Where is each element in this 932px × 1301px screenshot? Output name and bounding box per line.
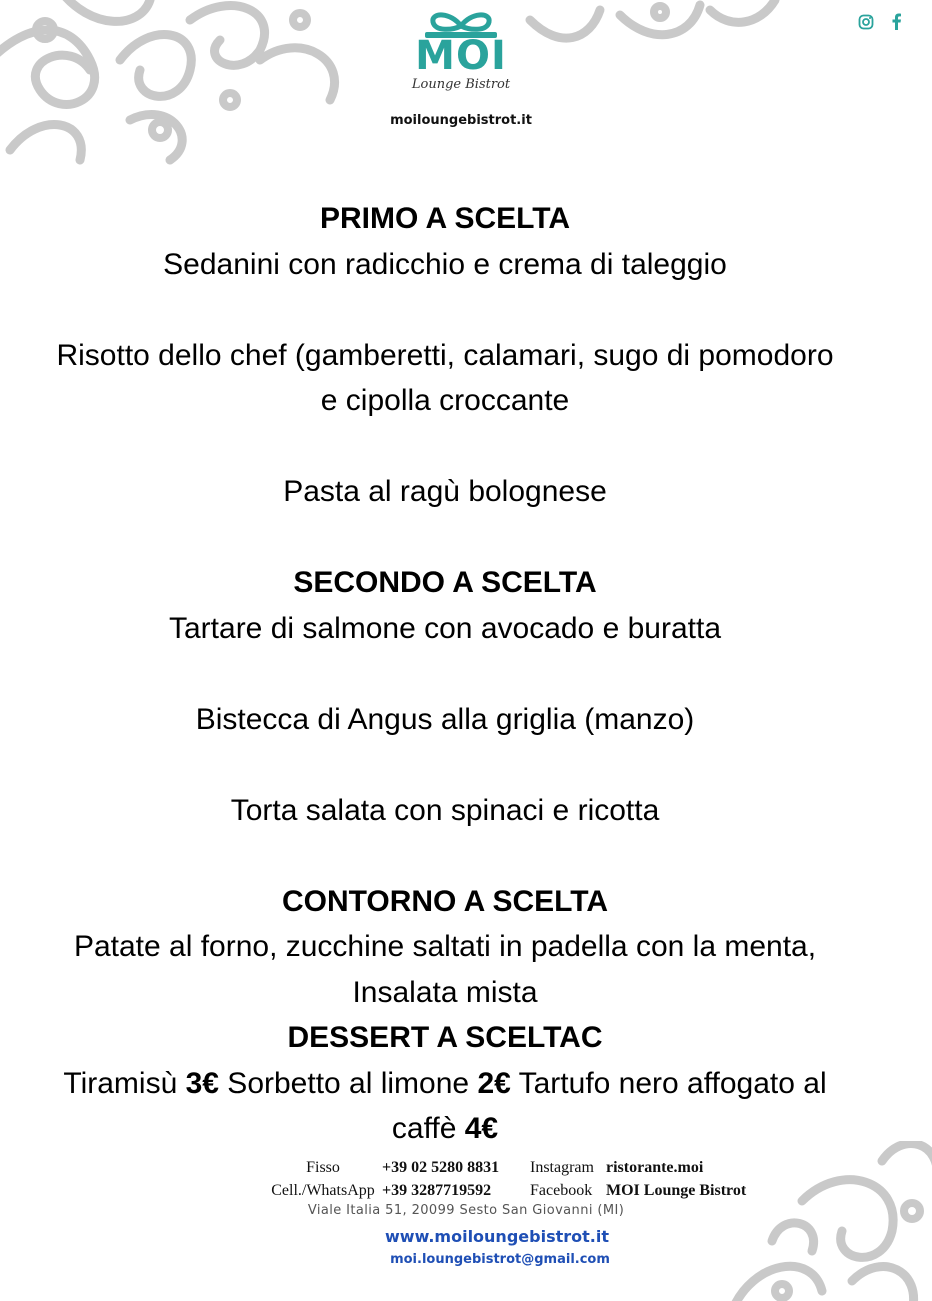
dessert-line1	[0, 1061, 890, 1107]
dessert-heading: DESSERT A SCELTAC	[287, 1021, 603, 1054]
secondo-heading: SECONDO A SCELTA	[293, 566, 597, 599]
dessert-sorbetto-price: 2€	[477, 1066, 511, 1100]
header	[0, 0, 932, 170]
phone-number[interactable]: +39 02 5280 8831	[382, 1158, 500, 1176]
secondo-item-tartare: Tartare di salmone con avocado e buratta	[169, 611, 721, 645]
dessert-sorbetto: Sorbetto al limone	[218, 1066, 478, 1100]
contact-row-cell	[264, 1179, 746, 1202]
primo-item-risotto-line1: Risotto dello chef (gamberetti, calamari, sugo di pomodoro	[56, 338, 834, 372]
website-link[interactable]: www.moiloungebistrot.it	[385, 1227, 609, 1246]
contorno-line2: Insalata mista	[352, 975, 538, 1009]
dessert-line2	[0, 1106, 890, 1152]
dessert-tartufo-price: 4€	[464, 1112, 499, 1145]
instagram-handle[interactable]: ristorante.moi	[606, 1158, 704, 1176]
facebook-icon[interactable]	[890, 13, 902, 35]
instagram-icon[interactable]	[858, 14, 874, 35]
menu-body	[0, 196, 890, 1152]
moi-logo[interactable]	[386, 10, 536, 92]
primo-item-sedanini: Sedanini con radicchio e crema di taleggio	[163, 247, 727, 281]
whatsapp-number[interactable]: +39 3287719592	[382, 1181, 492, 1199]
footer	[0, 1152, 932, 1301]
primo-item-pasta: Pasta al ragù bolognese	[283, 475, 607, 508]
primo-item-risotto-line2: e cipolla croccante	[320, 384, 570, 417]
logo-tagline: Lounge Bistrot	[411, 77, 511, 92]
dessert-tiramisu-price: 3€	[185, 1066, 219, 1100]
contact-label: Cell./WhatsApp	[271, 1181, 375, 1199]
facebook-page[interactable]: MOI Lounge Bistrot	[606, 1181, 747, 1199]
primo-heading: PRIMO A SCELTA	[320, 202, 570, 235]
contact-label: Fisso	[306, 1158, 340, 1176]
social-label: Facebook	[530, 1181, 593, 1199]
dessert-tartufo-cont: caffè	[391, 1112, 465, 1145]
address: Viale Italia 51, 20099 Sesto San Giovanni (MI)	[307, 1203, 625, 1218]
social-label: Instagram	[530, 1158, 594, 1176]
contorno-line1: Patate al forno, zucchine saltati in padella con la menta,	[73, 930, 817, 963]
website-link-top[interactable]: moiloungebistrot.it	[390, 113, 532, 128]
contorno-heading: CONTORNO A SCELTA	[281, 884, 609, 918]
secondo-item-torta: Torta salata con spinaci e ricotta	[230, 793, 660, 827]
contact-row-fisso	[264, 1156, 746, 1179]
contact-table	[264, 1156, 746, 1202]
social-links	[858, 13, 902, 35]
dessert-tiramisu: Tiramisù	[63, 1066, 186, 1100]
dessert-tartufo: Tartufo nero affogato al	[510, 1066, 827, 1100]
logo-wordmark: MOI	[415, 33, 507, 79]
secondo-item-bistecca: Bistecca di Angus alla griglia (manzo)	[195, 702, 695, 736]
email-link[interactable]: moi.loungebistrot@gmail.com	[390, 1252, 610, 1267]
